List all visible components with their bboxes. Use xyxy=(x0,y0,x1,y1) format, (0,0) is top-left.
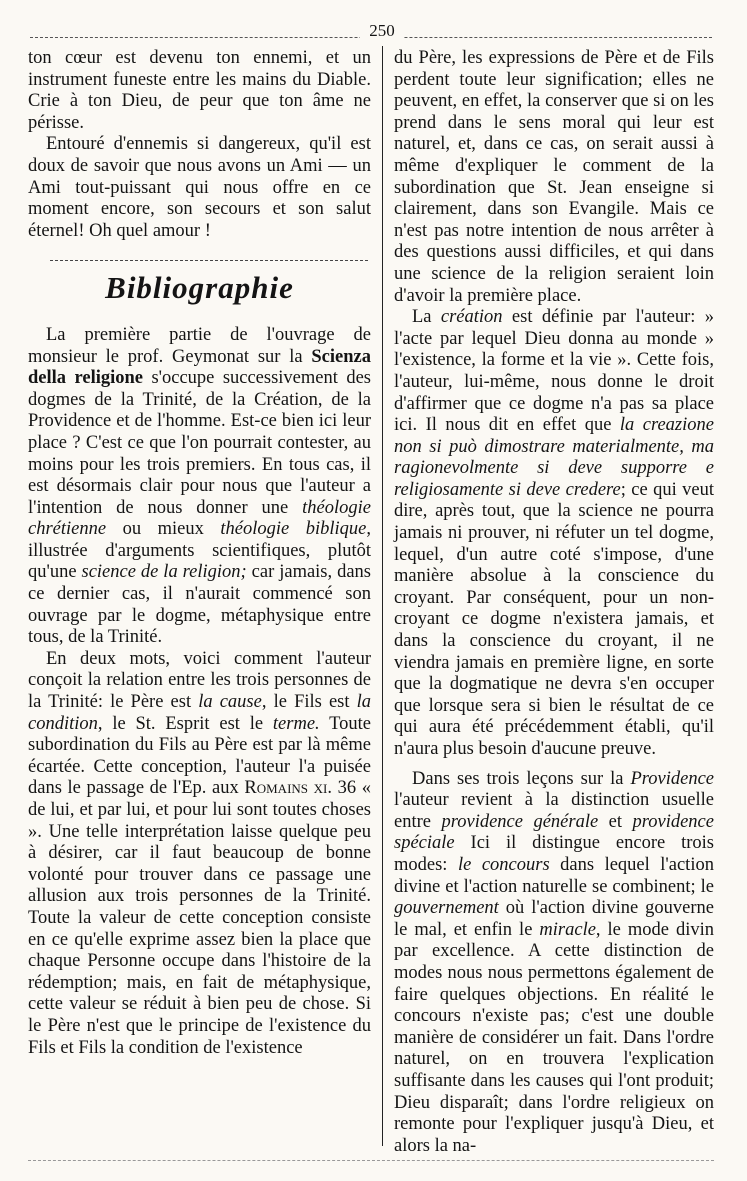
column-divider xyxy=(382,46,383,1146)
left-paragraph-1: ton cœur est devenu ton ennemi, et un instrument funeste entre les mains du Diable. Crie à ton Dieu, de peur que ton âme ne périsse. xyxy=(28,48,371,133)
emphasis: providence spéciale xyxy=(394,811,714,854)
left-column xyxy=(28,48,371,1059)
emphasis: science de la religion; xyxy=(81,562,247,583)
emphasis: création xyxy=(440,307,503,328)
text-run: l'auteur revient à la distinction usuelle entre xyxy=(394,790,714,832)
left-paragraph-2: Entouré d'ennemis si dangereux, qu'il est doux de savoir que nous avons un Ami — un Ami tout-puissant qui nous offre en ce moment encore, son secours et son salut éternel! Oh quel amour ! xyxy=(28,134,371,241)
text-run: , le mode divin par excellence. A cette distinction de modes nous nous permettons également de faire quelques objections. En réalité le concours n'existe pas; c'est une double manière de considérer un fait. Dans l'ordre naturel, on en trouvera l'explication suffisante dans les causes qui l'ont produit; Dieu disparaît; dans l'ordre religieux on remonte pour l'expliquer jusqu'à Dieu, et alors la na- xyxy=(394,919,715,1156)
text-run: dans lequel l'action divine et l'action naturelle se combinent; le xyxy=(394,854,714,897)
emphasis: providence générale xyxy=(441,811,599,832)
emphasis: Providence xyxy=(630,768,714,789)
text-run: « de lui, et par lui, et pour lui sont toutes choses ». Une telle interprétation laisse quelque peu à désirer, car il faut beaucoup de bonne volonté pour trouver dans ce passage une allusion aux trois personnes de la Trinité. Toute la valeur de cette conception consiste en ce qu'elle exprime assez bien la place que chaque Personne occupe dans l'histoire de la rédemption; mais, en fait de métaphysique, cette valeur se réduit à bien peu de chose. Si le Père n'est que le principe de l'existence du Fils et Fils la condition de l'existence xyxy=(28,778,372,1058)
text-run: est définie par l'auteur: » l'acte par lequel Dieu donna au monde » l'existence, la forme et la vie ». Cette fois, l'auteur, lui-même, nous donne le droit d'affirmer que ce dogme n'a pas sa place ici. Il nous dit en effet que xyxy=(394,307,715,436)
page-number: 250 xyxy=(360,21,404,41)
left-paragraph-3 xyxy=(28,325,371,649)
text-run: Ici il distingue encore trois modes: xyxy=(394,833,714,875)
right-paragraph-3 xyxy=(394,769,714,1158)
emphasis: la cause xyxy=(198,692,262,713)
book-title: Scienza della religione xyxy=(28,346,371,389)
emphasis: théologie chrétienne xyxy=(28,497,371,540)
emphasis: miracle xyxy=(539,919,596,940)
text-run: et xyxy=(598,811,633,832)
text-run: Toute subordination du Fils au Père est par là même écartée. Cette conception, l'auteur l'a puisée dans le passage de l'Ep. aux xyxy=(28,713,371,799)
footer-rule xyxy=(28,1160,714,1161)
right-paragraph-2 xyxy=(394,307,714,760)
text-run: Dans ses trois leçons sur la xyxy=(412,768,631,789)
text-run: ou mieux xyxy=(106,519,221,540)
text-run: En deux mots, voici comment l'auteur conçoit la relation entre les trois personnes de la Trinité: le Père est xyxy=(28,648,371,713)
italian-quote: la creazione non si può dimostrare materialmente, ma ragionevolmente si deve supporre e religiosamente si deve credere xyxy=(394,415,714,500)
emphasis: théologie biblique xyxy=(220,519,367,540)
text-run: ; ce qui veut dire, après tout, que la science ne pourra jamais ni prouver, ni réfuter un tel dogme, lequel, d'un autre coté s'impose, d'une manière absolue à la conscience du croyant. Par conséquent, pour un non-croyant ce dogme n'existera jamais, et dans la conscience du croyant, il ne viendra jamais en première ligne, en sorte que la dogmatique ne devra s'en occuper que lorsque sera si bien le résultat de ce qui aura été précédemment établi, qu'il n'aura plus besoin d'aucune preuve. xyxy=(394,479,714,759)
text-run: La xyxy=(412,307,441,328)
emphasis: terme. xyxy=(272,713,320,734)
left-paragraph-4 xyxy=(28,649,371,1059)
text-run: où l'action divine gouverne le mal, et enfin le xyxy=(394,898,714,940)
emphasis: le concours xyxy=(457,854,550,875)
section-title: Bibliographie xyxy=(105,270,294,306)
emphasis: gouvernement xyxy=(394,898,499,919)
text-run: , le St. Esprit est le xyxy=(97,713,273,734)
emphasis: la condition xyxy=(28,692,372,734)
scripture-reference: Romains xi. 36 xyxy=(244,778,357,799)
text-run: s'occupe successivement des dogmes de la Trinité, de la Création, de la Providence et de l'homme. Est-ce bien ici leur place ? C'est ce que l'on pourrait contester, au moins pour les trois premiers. En tous cas, il est désormais clair pour nous que l'auteur a l'intention de nous donner une xyxy=(28,368,371,518)
right-paragraph-1: du Père, les expressions de Père et de Fils perdent toute leur signification; elles ne peuvent, en effet, la conserver que si on les prend dans le sens moral qui leur est naturel, et, dans ce cas, on serait aussi à même d'expliquer le comment de la subordination que St. Jean enseigne si clairement, dans son Evangile. Mais ce n'est pas notre intention de nous arrêter à des questions aussi difficiles, et qui dans une science de la religion seraient loin d'avoir la première place. xyxy=(394,48,714,306)
text-run: , le Fils est xyxy=(261,692,357,713)
text-run: , illustrée d'arguments scientifiques, plutôt qu'une xyxy=(28,519,371,583)
text-run: car jamais, dans ce dernier cas, il n'aurait commencé son ouvrage par le dogme, métaphysique entre tous, de la Trinité. xyxy=(28,562,371,648)
right-column xyxy=(394,48,714,1157)
section-divider xyxy=(50,260,368,261)
text-run: La première partie de l'ouvrage de monsieur le prof. Geymonat sur la xyxy=(28,324,371,367)
